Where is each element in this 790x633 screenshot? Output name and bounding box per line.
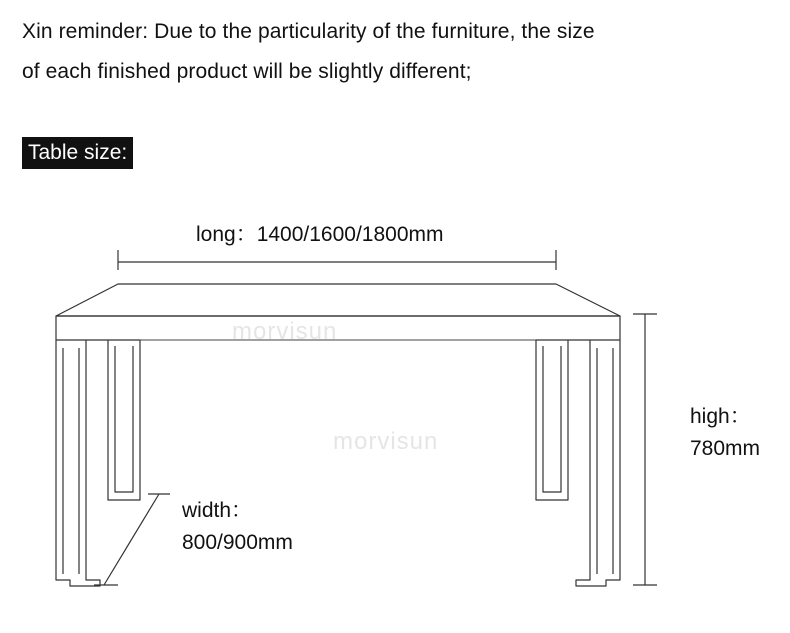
width-dimension-label: width： <box>182 499 253 522</box>
high-dimension-line <box>633 314 657 585</box>
width-dimension-line <box>94 494 170 585</box>
high-dimension-label: high： <box>690 405 751 428</box>
right-front-leg <box>576 340 620 586</box>
left-back-leg <box>108 340 140 500</box>
right-back-leg <box>536 340 568 500</box>
watermark: morvisun <box>232 318 338 345</box>
reminder-line-1: Xin reminder: Due to the particularity of the furniture, the size <box>22 20 595 43</box>
left-front-leg <box>56 340 100 586</box>
long-dimension-label: long：1400/1600/1800mm <box>196 223 444 246</box>
long-dimension-line <box>118 250 556 270</box>
table-size-label: Table size: <box>22 137 133 169</box>
width-dimension-value: 800/900mm <box>182 531 293 554</box>
reminder-line-2: of each finished product will be slightly different; <box>22 60 472 83</box>
watermark: morvisun <box>333 428 439 455</box>
high-dimension-value: 780mm <box>690 437 761 460</box>
table-top <box>56 284 620 340</box>
